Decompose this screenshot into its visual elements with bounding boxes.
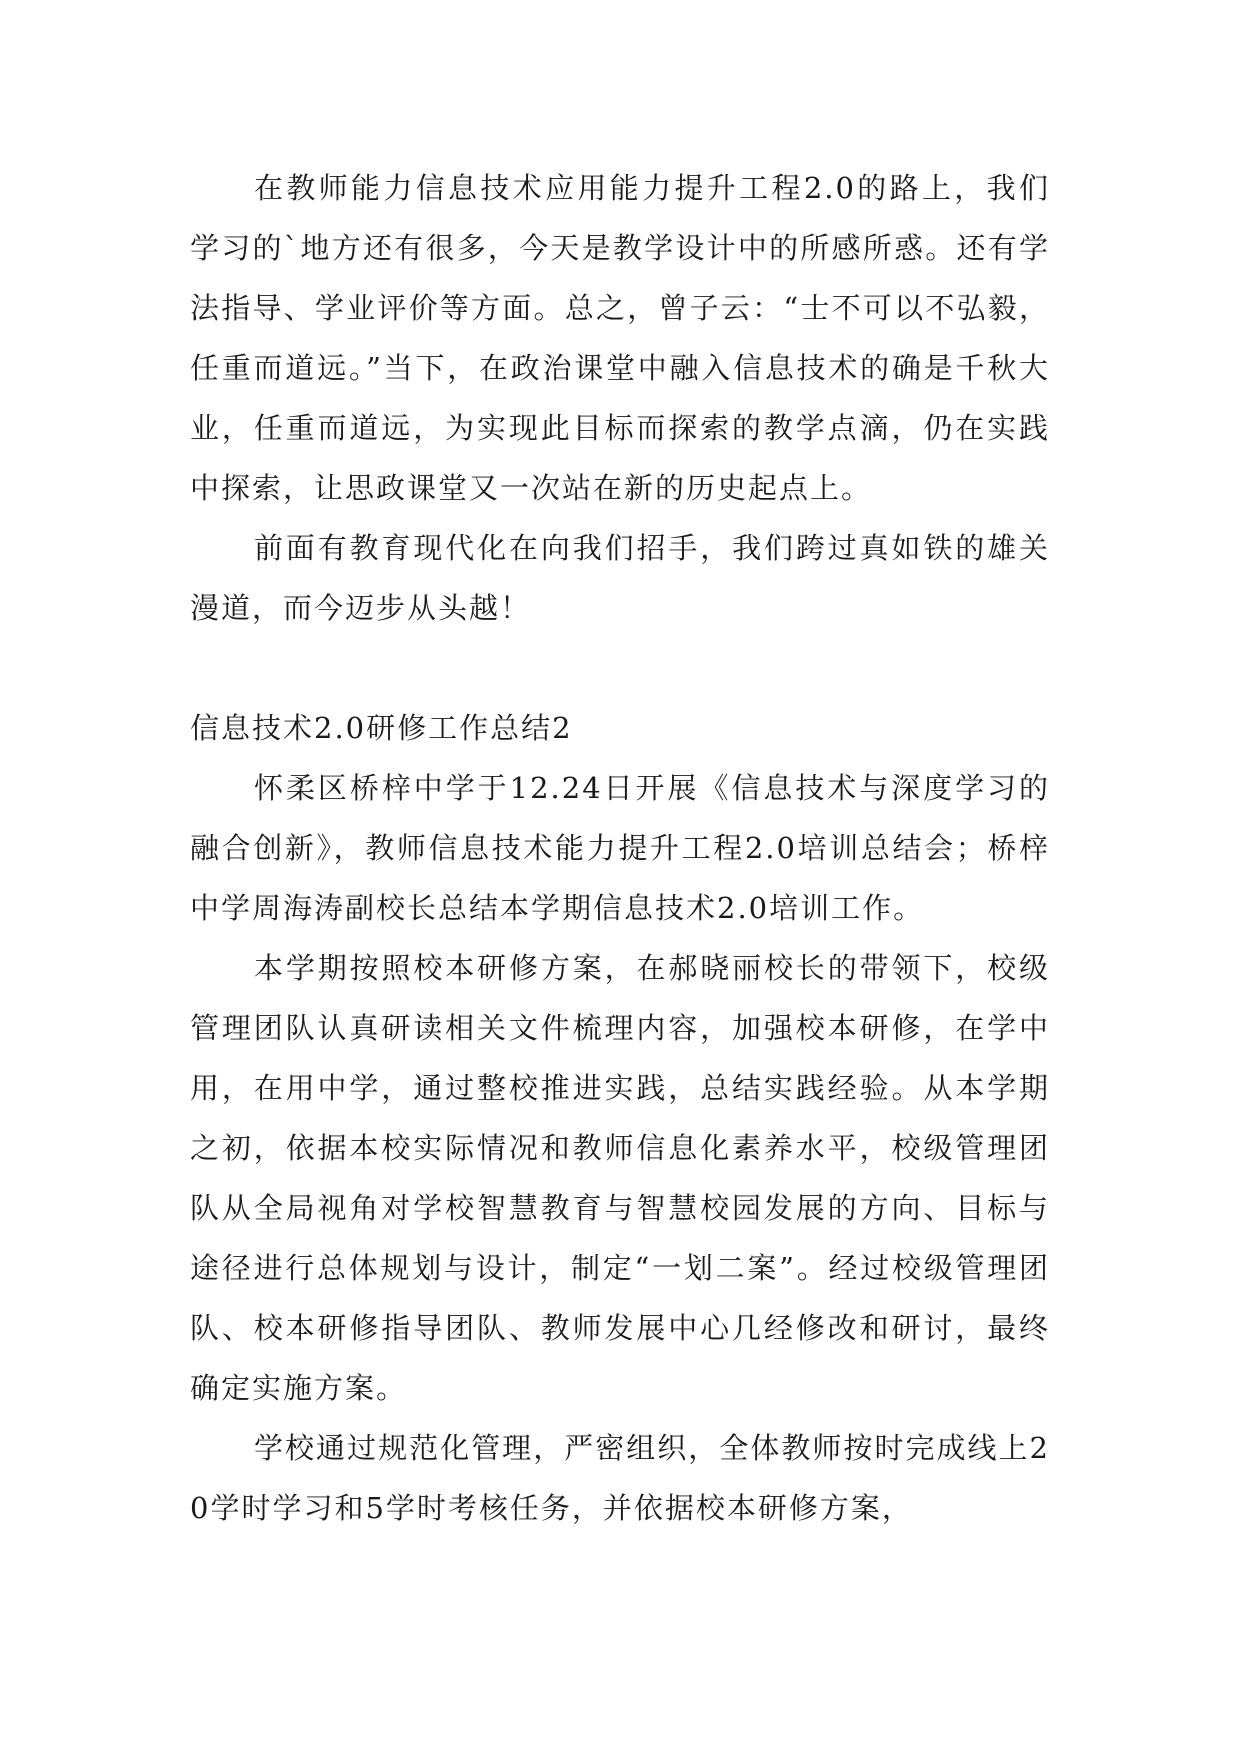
paragraph-management: 学校通过规范化管理，严密组织，全体教师按时完成线上20学时学习和5学时考核任务，并依据校本研修方案，	[190, 1431, 1050, 1525]
section-title: 信息技术2.0研修工作总结2	[190, 711, 573, 745]
document-body	[190, 158, 1050, 1538]
paragraph-reflection: 在教师能力信息技术应用能力提升工程2.0的路上，我们学习的`地方还有很多，今天是教学设计中的所感所惑。还有学法指导、学业评价等方面。总之，曾子云：“士不可以不弘毅，任重而道远。”当下，在政治课堂中融入信息技术的确是千秋大业，任重而道远，为实现此目标而探索的教学点滴，仍在实践中探索，让思政课堂又一次站在新的历史起点上。	[190, 171, 1050, 505]
paragraph-closing: 前面有教育现代化在向我们招手，我们跨过真如铁的雄关漫道，而今迈步从头越！	[190, 531, 1050, 625]
paragraph-plan: 本学期按照校本研修方案，在郝晓丽校长的带领下，校级管理团队认真研读相关文件梳理内容，加强校本研修，在学中用，在用中学，通过整校推进实践，总结实践经验。从本学期之初，依据本校实际情况和教师信息化素养水平，校级管理团队从全局视角对学校智慧教育与智慧校园发展的方向、目标与途径进行总体规划与设计，制定“一划二案”。经过校级管理团队、校本研修指导团队、教师发展中心几经修改和研讨，最终确定实施方案。	[190, 951, 1050, 1405]
section-spacer	[190, 638, 1050, 698]
paragraph-meeting: 怀柔区桥梓中学于12.24日开展《信息技术与深度学习的融合创新》，教师信息技术能力提升工程2.0培训总结会；桥梓中学周海涛副校长总结本学期信息技术2.0培训工作。	[190, 771, 1050, 925]
